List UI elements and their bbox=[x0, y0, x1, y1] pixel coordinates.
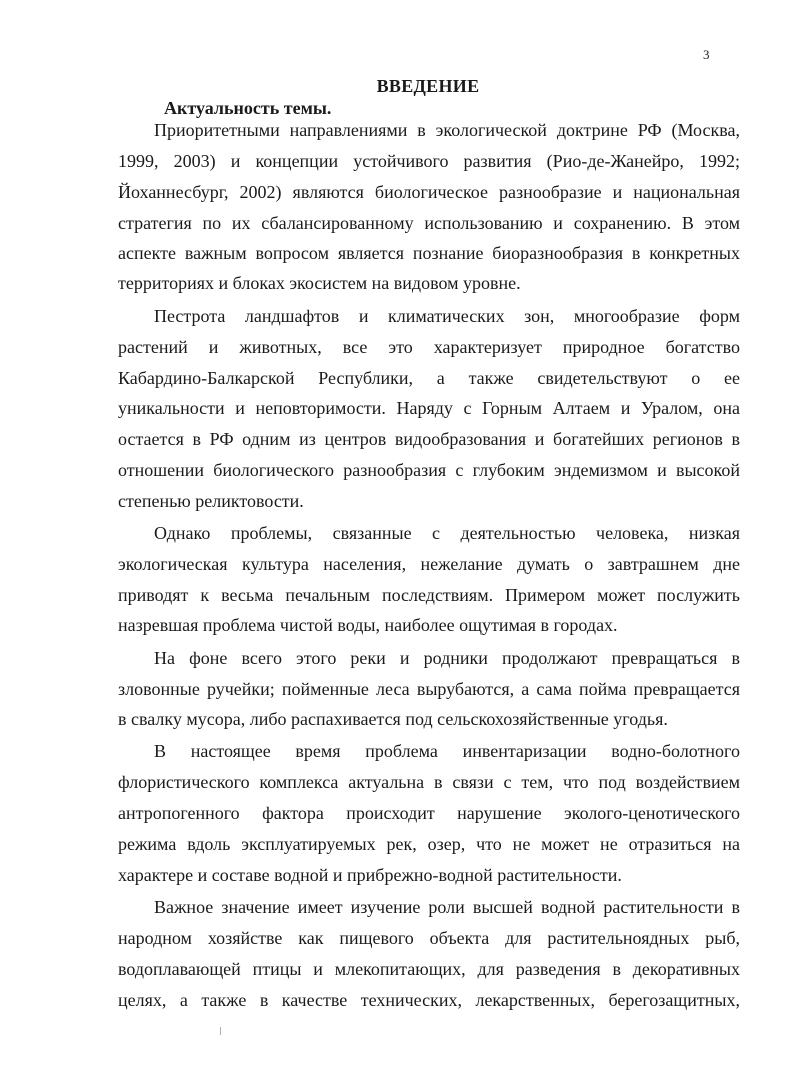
text-line: 1999, 2003) и концепции устойчивого развития (Рио-де-Жанейро, 1992; bbox=[118, 151, 740, 171]
text-line: стратегия по их сбалансированному использованию и сохранению. В этом bbox=[118, 213, 740, 233]
text-line: отношении биологического разнообразия с глубоким эндемизмом и высокой bbox=[118, 460, 740, 480]
text-line: Приоритетными направлениями в экологической доктрине РФ (Москва, bbox=[154, 120, 740, 140]
text-line: назревшая проблема чистой воды, наиболее ощутимая в городах. bbox=[118, 615, 618, 635]
text-line: Однако проблемы, связанные с деятельностью человека, низкая bbox=[154, 523, 740, 543]
section-heading: ВВЕДЕНИЕ bbox=[376, 76, 480, 96]
scan-mark bbox=[220, 1027, 221, 1035]
text-line: уникальности и неповторимости. Наряду с Горным Алтаем и Уралом, она bbox=[118, 398, 740, 418]
text-line: Пестрота ландшафтов и климатических зон, многообразие форм bbox=[154, 306, 740, 326]
text-line: водоплавающей птицы и млекопитающих, для разведения в декоративных bbox=[118, 959, 740, 979]
text-line: экологическая культура населения, нежелание думать о завтрашнем дне bbox=[118, 554, 740, 574]
text-line: приводят к весьма печальным последствиям. Примером может послужить bbox=[118, 585, 740, 605]
text-line: аспекте важным вопросом является познание биоразнообразия в конкретных bbox=[118, 243, 740, 263]
text-line: территориях и блоках экосистем на видовом уровне. bbox=[118, 273, 521, 293]
text-line: режима вдоль эксплуатируемых рек, озер, что не может не отразиться на bbox=[118, 834, 740, 854]
text-line: Йоханнесбург, 2002) являются биологическое разнообразие и национальная bbox=[118, 182, 740, 202]
text-line: народном хозяйстве как пищевого объекта для растительноядных рыб, bbox=[118, 928, 740, 948]
text-line: растений и животных, все это характеризует природное богатство bbox=[118, 337, 740, 357]
text-line: В настоящее время проблема инвентаризации водно-болотного bbox=[154, 741, 740, 761]
text-line: остается в РФ одним из центров видообразования и богатейших регионов в bbox=[118, 429, 740, 449]
text-line: флористического комплекса актуальна в связи с тем, что под воздействием bbox=[118, 772, 740, 792]
text-line: антропогенного фактора происходит нарушение эколого-ценотического bbox=[118, 803, 740, 823]
text-line: характере и составе водной и прибрежно-водной растительности. bbox=[118, 865, 622, 885]
text-line: На фоне всего этого реки и родники продолжают превращаться в bbox=[154, 648, 740, 668]
text-line: Кабардино-Балкарской Республики, а также свидетельствуют о ее bbox=[118, 368, 740, 388]
text-line: зловонные ручейки; пойменные леса вырубаются, а сама пойма превращается bbox=[118, 679, 740, 699]
text-line: степенью реликтовости. bbox=[118, 491, 304, 511]
text-line: в свалку мусора, либо распахивается под сельскохозяйственные угодья. bbox=[118, 709, 668, 729]
page-number: 3 bbox=[703, 47, 710, 62]
text-line: целях, а также в качестве технических, лекарственных, берегозащитных, bbox=[118, 990, 740, 1010]
subsection-heading: Актуальность темы. bbox=[164, 98, 332, 118]
text-line: Важное значение имеет изучение роли высшей водной растительности в bbox=[154, 897, 740, 917]
